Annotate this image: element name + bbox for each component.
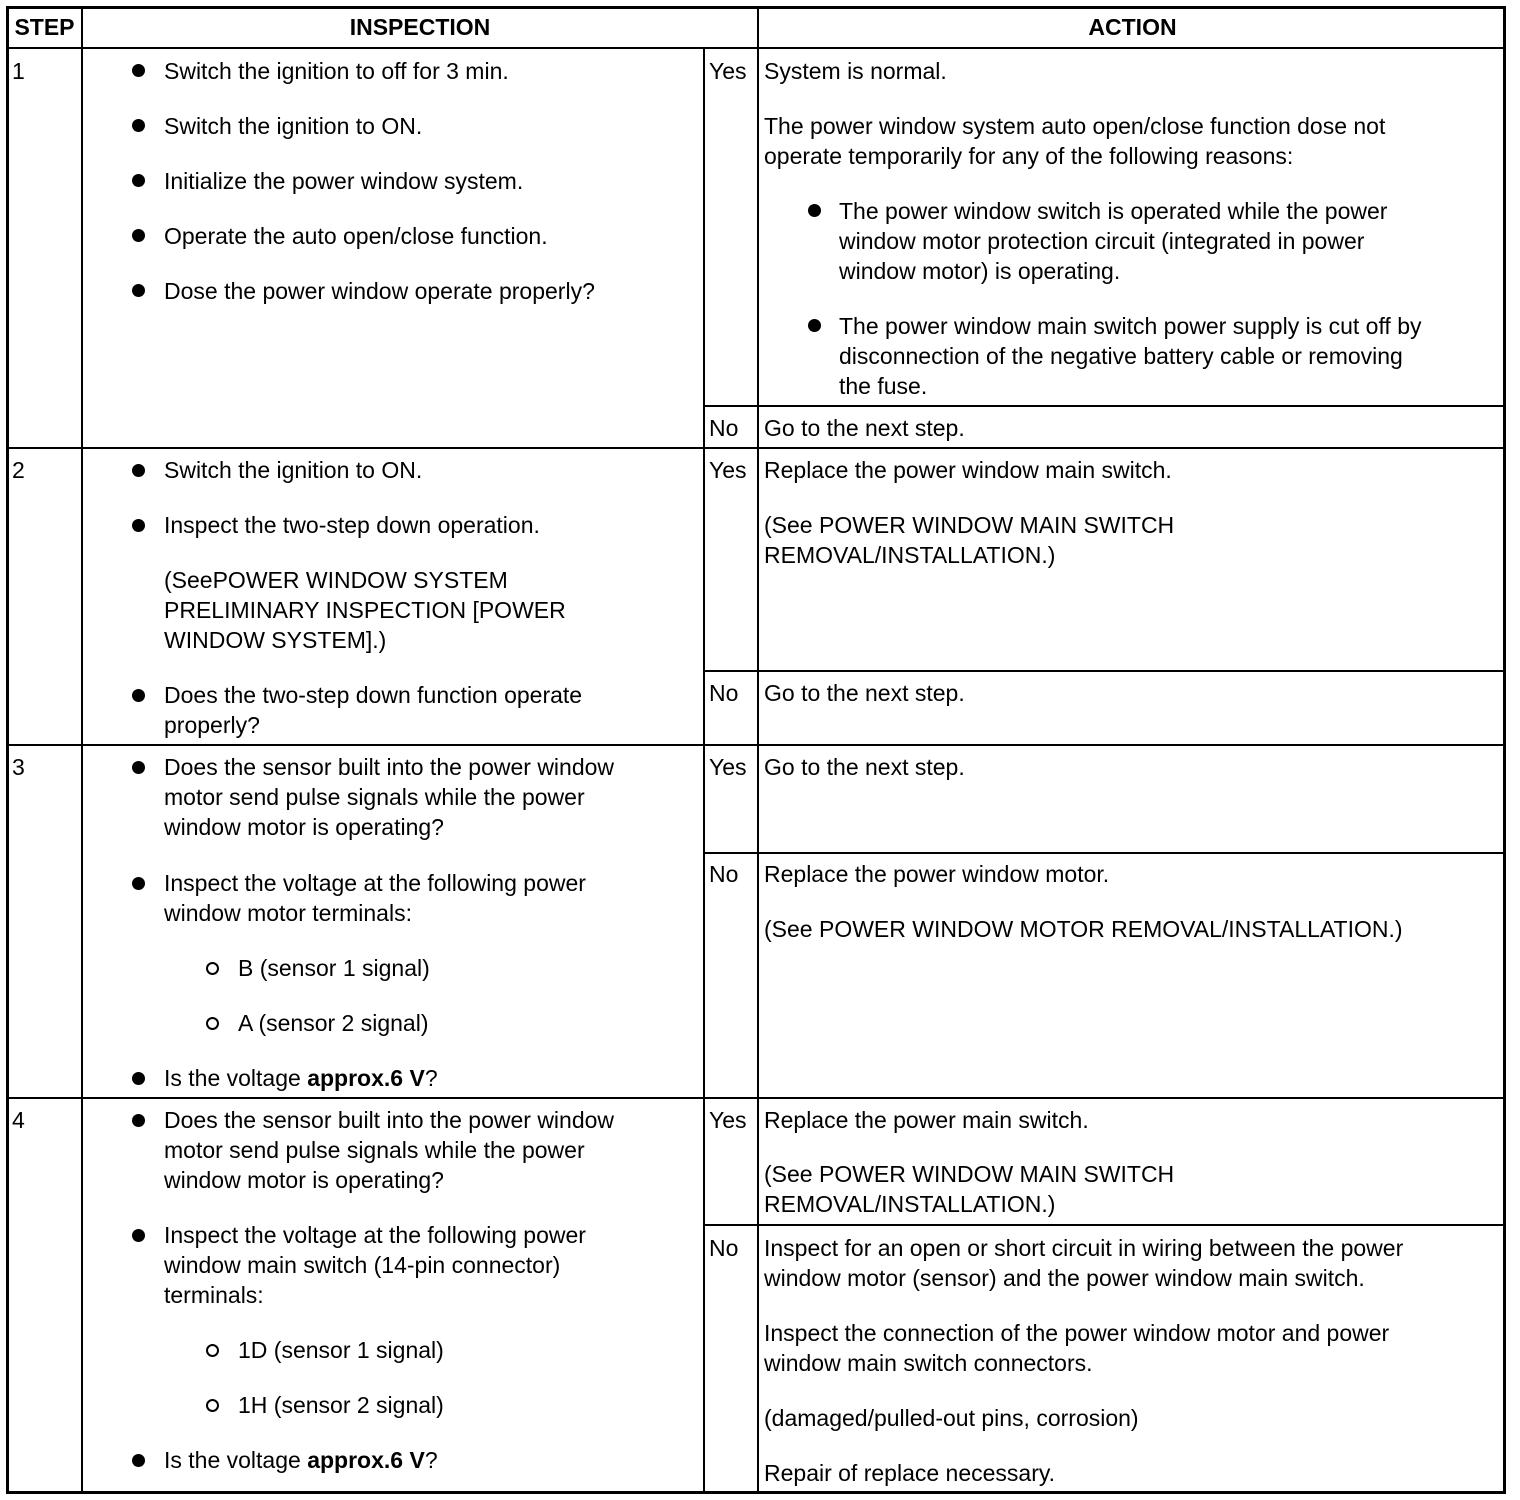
bullet-icon bbox=[132, 464, 145, 477]
inspection-item: Inspect the two-step down operation. bbox=[164, 512, 540, 538]
inspection-item: Operate the auto open/close function. bbox=[164, 223, 548, 249]
row-divider bbox=[6, 744, 1506, 746]
inspection-item: Switch the ignition to off for 3 min. bbox=[164, 58, 509, 84]
bullet-icon bbox=[132, 1229, 145, 1242]
action-text: (damaged/pulled-out pins, corrosion) bbox=[764, 1405, 1139, 1431]
bullet-icon bbox=[808, 319, 821, 332]
bullet-icon bbox=[132, 1072, 145, 1085]
yes-label: Yes bbox=[709, 457, 747, 483]
action-text: window motor protection circuit (integrated in power bbox=[839, 228, 1365, 254]
inspection-item: window main switch (14-pin connector) bbox=[164, 1252, 561, 1278]
voltage-question: Is the voltage bbox=[164, 1447, 308, 1473]
inspection-item: Does the sensor built into the power window bbox=[164, 754, 615, 780]
inspection-subitem: A (sensor 2 signal) bbox=[238, 1010, 429, 1036]
bullet-icon bbox=[132, 1454, 145, 1467]
question-mark: ? bbox=[424, 1447, 438, 1473]
inspection-item: Does the sensor built into the power window bbox=[164, 1107, 615, 1133]
action-text: operate temporarily for any of the following reasons: bbox=[764, 143, 1294, 169]
bullet-icon bbox=[132, 877, 145, 890]
header-step: STEP bbox=[14, 14, 75, 40]
bullet-icon bbox=[132, 229, 145, 242]
inspection-item: Inspect the voltage at the following power bbox=[164, 1222, 586, 1248]
step-number: 4 bbox=[12, 1107, 25, 1133]
action-text: The power window main switch power supply is cut off by bbox=[839, 313, 1422, 339]
action-text: The power window switch is operated while the power bbox=[839, 198, 1388, 224]
action-text: REMOVAL/INSTALLATION.) bbox=[764, 1191, 1056, 1217]
inspection-item: PRELIMINARY INSPECTION [POWER bbox=[164, 597, 566, 623]
action-text: Replace the power window main switch. bbox=[764, 457, 1172, 483]
inspection-item: Dose the power window operate properly? bbox=[164, 278, 595, 304]
yes-no-divider bbox=[703, 1224, 1506, 1226]
step-number: 2 bbox=[12, 457, 25, 483]
header-action: ACTION bbox=[1088, 14, 1177, 40]
bullet-icon bbox=[132, 284, 145, 297]
inspection-item: Switch the ignition to ON. bbox=[164, 457, 423, 483]
action-text: Go to the next step. bbox=[764, 680, 965, 706]
inspection-item: Initialize the power window system. bbox=[164, 168, 524, 194]
action-text: Inspect for an open or short circuit in wiring between the power bbox=[764, 1235, 1404, 1261]
bullet-icon bbox=[132, 689, 145, 702]
bullet-icon bbox=[132, 1114, 145, 1127]
inspection-item: Inspect the voltage at the following power bbox=[164, 870, 586, 896]
action-text: Replace the power window motor. bbox=[764, 861, 1110, 887]
inspection-subitem: B (sensor 1 signal) bbox=[238, 955, 430, 981]
bullet-icon bbox=[132, 119, 145, 132]
action-text: (See POWER WINDOW MAIN SWITCH bbox=[764, 1161, 1175, 1187]
header-divider bbox=[6, 47, 1506, 49]
yes-label: Yes bbox=[709, 1107, 747, 1133]
bullet-icon bbox=[808, 204, 821, 217]
inspection-subitem: 1H (sensor 2 signal) bbox=[238, 1392, 444, 1418]
action-text: (See POWER WINDOW MAIN SWITCH bbox=[764, 512, 1175, 538]
voltage-value: approx.6 V bbox=[307, 1447, 425, 1473]
inspection-item bbox=[164, 1063, 438, 1093]
action-text: (See POWER WINDOW MOTOR REMOVAL/INSTALLATION.) bbox=[764, 916, 1403, 942]
inspection-item: motor send pulse signals while the power bbox=[164, 784, 585, 810]
action-text: window main switch connectors. bbox=[764, 1350, 1093, 1376]
bullet-icon bbox=[132, 761, 145, 774]
inspection-subitem: 1D (sensor 1 signal) bbox=[238, 1337, 444, 1363]
inspection-item bbox=[164, 1445, 438, 1475]
voltage-question: Is the voltage bbox=[164, 1065, 308, 1091]
no-label: No bbox=[709, 1235, 739, 1261]
inspection-item: Switch the ignition to ON. bbox=[164, 113, 423, 139]
no-label: No bbox=[709, 680, 739, 706]
yes-no-divider bbox=[703, 670, 1506, 672]
step-number: 1 bbox=[12, 58, 25, 84]
sub-bullet-icon bbox=[206, 1399, 219, 1412]
inspection-item: window motor is operating? bbox=[164, 814, 444, 840]
yes-no-divider bbox=[703, 405, 1506, 407]
action-text: window motor (sensor) and the power window main switch. bbox=[764, 1265, 1365, 1291]
step-number: 3 bbox=[12, 754, 25, 780]
bullet-icon bbox=[132, 64, 145, 77]
inspection-item: Does the two-step down function operate bbox=[164, 682, 583, 708]
sub-bullet-icon bbox=[206, 962, 219, 975]
inspection-item: WINDOW SYSTEM].) bbox=[164, 627, 387, 653]
inspection-item: terminals: bbox=[164, 1282, 264, 1308]
action-text: Go to the next step. bbox=[764, 754, 965, 780]
yes-label: Yes bbox=[709, 754, 747, 780]
yes-no-divider bbox=[703, 852, 1506, 854]
action-text: the fuse. bbox=[839, 373, 928, 399]
action-text: Repair of replace necessary. bbox=[764, 1460, 1056, 1486]
column-divider bbox=[757, 6, 759, 1494]
action-text: Replace the power main switch. bbox=[764, 1107, 1089, 1133]
inspection-item: window motor terminals: bbox=[164, 900, 412, 926]
inspection-item: window motor is operating? bbox=[164, 1167, 444, 1193]
bullet-icon bbox=[132, 519, 145, 532]
inspection-item: motor send pulse signals while the power bbox=[164, 1137, 585, 1163]
column-divider bbox=[703, 48, 705, 1494]
no-label: No bbox=[709, 861, 739, 887]
inspection-item: (SeePOWER WINDOW SYSTEM bbox=[164, 567, 508, 593]
question-mark: ? bbox=[424, 1065, 438, 1091]
no-label: No bbox=[709, 415, 739, 441]
row-divider bbox=[6, 1097, 1506, 1099]
action-text: System is normal. bbox=[764, 58, 947, 84]
action-text: Go to the next step. bbox=[764, 415, 965, 441]
inspection-item: properly? bbox=[164, 712, 260, 738]
row-divider bbox=[6, 447, 1506, 449]
header-inspection: INSPECTION bbox=[349, 14, 491, 40]
bullet-icon bbox=[132, 174, 145, 187]
action-text: The power window system auto open/close function dose not bbox=[764, 113, 1386, 139]
action-text: disconnection of the negative battery cable or removing bbox=[839, 343, 1403, 369]
sub-bullet-icon bbox=[206, 1017, 219, 1030]
action-text: REMOVAL/INSTALLATION.) bbox=[764, 542, 1056, 568]
column-divider bbox=[81, 6, 83, 1494]
yes-label: Yes bbox=[709, 58, 747, 84]
action-text: window motor) is operating. bbox=[839, 258, 1121, 284]
action-text: Inspect the connection of the power window motor and power bbox=[764, 1320, 1390, 1346]
sub-bullet-icon bbox=[206, 1344, 219, 1357]
voltage-value: approx.6 V bbox=[307, 1065, 425, 1091]
